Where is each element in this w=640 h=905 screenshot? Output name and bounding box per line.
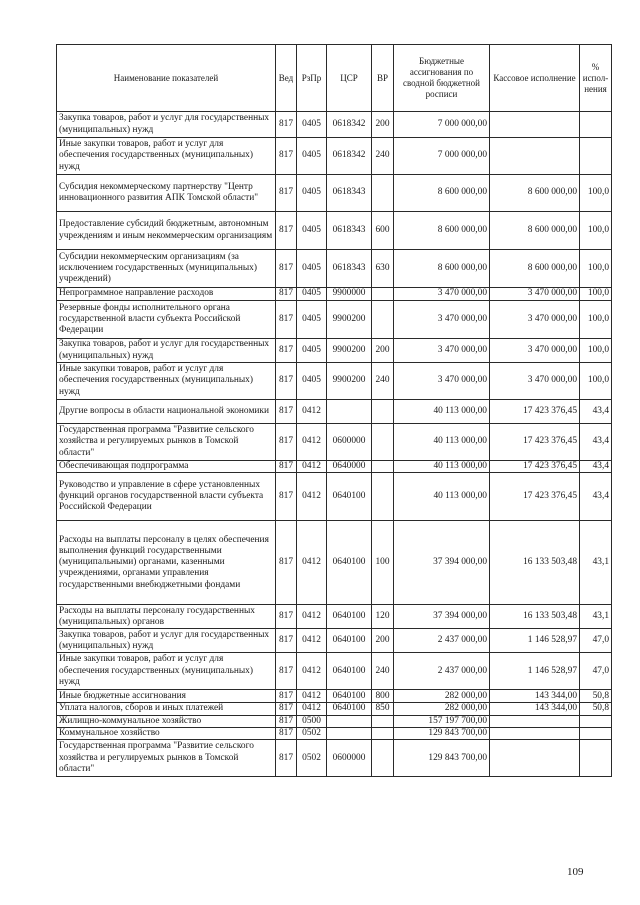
row-csr: 0618342 <box>327 138 372 175</box>
table-row <box>57 301 612 339</box>
row-budget: 40 113 000,00 <box>394 424 490 461</box>
row-budget: 8 600 000,00 <box>394 250 490 288</box>
row-rzpr: 0412 <box>297 653 327 690</box>
row-name: Субсидии некоммерческим организациям (за исключением государственных (муниципальных) учреждений) <box>57 250 276 288</box>
table-row <box>57 212 612 250</box>
row-rzpr: 0412 <box>297 605 327 629</box>
row-cash <box>490 727 580 739</box>
row-ved: 817 <box>276 740 297 777</box>
row-rzpr: 0412 <box>297 521 327 605</box>
row-budget: 129 843 700,00 <box>394 740 490 777</box>
row-name: Закупка товаров, работ и услуг для государственных (муниципальных) нужд <box>57 629 276 653</box>
row-cash: 8 600 000,00 <box>490 212 580 250</box>
row-pct <box>580 727 612 739</box>
row-rzpr: 0405 <box>297 138 327 175</box>
row-cash: 143 344,00 <box>490 703 580 715</box>
row-csr: 0640100 <box>327 690 372 703</box>
row-name: Субсидия некоммерческому партнерству "Центр инновационного развития АПК Томской области" <box>57 175 276 212</box>
row-cash: 8 600 000,00 <box>490 250 580 288</box>
row-pct: 43,4 <box>580 424 612 461</box>
row-ved: 817 <box>276 473 297 521</box>
row-pct: 100,0 <box>580 288 612 301</box>
header-name: Наименование показателей <box>57 45 276 112</box>
row-cash <box>490 112 580 138</box>
table-row <box>57 740 612 777</box>
row-cash: 3 470 000,00 <box>490 288 580 301</box>
row-name: Уплата налогов, сборов и иных платежей <box>57 703 276 715</box>
row-ved: 817 <box>276 690 297 703</box>
row-budget: 40 113 000,00 <box>394 473 490 521</box>
row-rzpr: 0405 <box>297 339 327 363</box>
row-vr: 850 <box>372 703 394 715</box>
row-csr <box>327 727 372 739</box>
row-name: Предоставление субсидий бюджетным, автономным учреждениям и иным некоммерческим организациям <box>57 212 276 250</box>
row-ved: 817 <box>276 521 297 605</box>
row-name: Резервные фонды исполнительного органа государственной власти субъекта Российской Федерации <box>57 301 276 339</box>
row-rzpr: 0412 <box>297 473 327 521</box>
row-vr: 120 <box>372 605 394 629</box>
row-rzpr: 0412 <box>297 461 327 473</box>
row-csr <box>327 400 372 424</box>
row-ved: 817 <box>276 363 297 400</box>
table-row <box>57 175 612 212</box>
row-pct: 50,8 <box>580 703 612 715</box>
row-pct: 47,0 <box>580 629 612 653</box>
row-csr: 0618343 <box>327 175 372 212</box>
row-budget: 3 470 000,00 <box>394 339 490 363</box>
table-row <box>57 461 612 473</box>
row-name: Иные закупки товаров, работ и услуг для обеспечения государственных (муниципальных) нужд <box>57 653 276 690</box>
table-row <box>57 629 612 653</box>
row-csr: 0618343 <box>327 212 372 250</box>
row-cash: 143 344,00 <box>490 690 580 703</box>
row-cash: 17 423 376,45 <box>490 424 580 461</box>
row-csr: 0640000 <box>327 461 372 473</box>
table-row <box>57 473 612 521</box>
page-number: 109 <box>567 866 584 878</box>
row-cash: 16 133 503,48 <box>490 521 580 605</box>
row-vr: 100 <box>372 521 394 605</box>
table-row <box>57 250 612 288</box>
row-pct: 50,8 <box>580 690 612 703</box>
row-rzpr: 0412 <box>297 629 327 653</box>
row-rzpr: 0405 <box>297 288 327 301</box>
table-row <box>57 138 612 175</box>
row-csr: 0640100 <box>327 629 372 653</box>
row-budget: 40 113 000,00 <box>394 400 490 424</box>
row-pct <box>580 112 612 138</box>
row-name: Иные бюджетные ассигнования <box>57 690 276 703</box>
row-vr <box>372 301 394 339</box>
row-vr: 200 <box>372 629 394 653</box>
row-vr: 600 <box>372 212 394 250</box>
row-ved: 817 <box>276 424 297 461</box>
row-pct: 43,4 <box>580 400 612 424</box>
row-cash <box>490 715 580 727</box>
row-name: Закупка товаров, работ и услуг для государственных (муниципальных) нужд <box>57 339 276 363</box>
row-name: Государственная программа "Развитие сельского хозяйства и регулируемых рынков в Томской области" <box>57 740 276 777</box>
row-vr <box>372 424 394 461</box>
row-cash: 3 470 000,00 <box>490 301 580 339</box>
row-name: Другие вопросы в области национальной экономики <box>57 400 276 424</box>
row-cash <box>490 138 580 175</box>
row-vr: 630 <box>372 250 394 288</box>
row-vr <box>372 740 394 777</box>
row-budget: 37 394 000,00 <box>394 521 490 605</box>
table-row <box>57 703 612 715</box>
row-budget: 3 470 000,00 <box>394 288 490 301</box>
row-csr: 0640100 <box>327 521 372 605</box>
row-cash: 16 133 503,48 <box>490 605 580 629</box>
row-ved: 817 <box>276 301 297 339</box>
row-rzpr: 0405 <box>297 363 327 400</box>
header-csr: ЦСР <box>327 45 372 112</box>
row-vr: 800 <box>372 690 394 703</box>
row-budget: 2 437 000,00 <box>394 653 490 690</box>
row-vr: 200 <box>372 112 394 138</box>
row-rzpr: 0412 <box>297 400 327 424</box>
row-rzpr: 0412 <box>297 690 327 703</box>
row-vr: 200 <box>372 339 394 363</box>
row-budget: 2 437 000,00 <box>394 629 490 653</box>
row-vr: 240 <box>372 138 394 175</box>
row-name: Иные закупки товаров, работ и услуг для обеспечения государственных (муниципальных) нужд <box>57 363 276 400</box>
row-cash: 3 470 000,00 <box>490 339 580 363</box>
row-pct: 43,1 <box>580 521 612 605</box>
row-csr: 9900000 <box>327 288 372 301</box>
row-cash: 1 146 528,97 <box>490 629 580 653</box>
row-name: Иные закупки товаров, работ и услуг для обеспечения государственных (муниципальных) нужд <box>57 138 276 175</box>
row-budget: 129 843 700,00 <box>394 727 490 739</box>
table-row <box>57 400 612 424</box>
row-vr <box>372 715 394 727</box>
row-csr: 0600000 <box>327 740 372 777</box>
header-ved: Вед <box>276 45 297 112</box>
row-rzpr: 0405 <box>297 250 327 288</box>
row-rzpr: 0405 <box>297 112 327 138</box>
row-cash: 3 470 000,00 <box>490 363 580 400</box>
table-row <box>57 112 612 138</box>
row-pct <box>580 740 612 777</box>
row-budget: 40 113 000,00 <box>394 461 490 473</box>
row-name: Расходы на выплаты персоналу в целях обеспечения выполнения функций государственными (муниципальными) органами, казенными учреждениями, органами управления государственными внебюджетными фондами <box>57 521 276 605</box>
row-ved: 817 <box>276 703 297 715</box>
row-ved: 817 <box>276 629 297 653</box>
row-cash <box>490 740 580 777</box>
row-pct: 100,0 <box>580 301 612 339</box>
row-csr: 0600000 <box>327 424 372 461</box>
row-ved: 817 <box>276 112 297 138</box>
row-ved: 817 <box>276 715 297 727</box>
table-row <box>57 727 612 739</box>
row-budget: 157 197 700,00 <box>394 715 490 727</box>
row-pct: 43,4 <box>580 473 612 521</box>
table-row <box>57 363 612 400</box>
row-vr: 240 <box>372 653 394 690</box>
table-row <box>57 339 612 363</box>
budget-execution-table <box>56 44 612 777</box>
row-pct: 43,1 <box>580 605 612 629</box>
row-name: Расходы на выплаты персоналу государственных (муниципальных) органов <box>57 605 276 629</box>
row-cash: 17 423 376,45 <box>490 461 580 473</box>
table-row <box>57 653 612 690</box>
row-vr <box>372 400 394 424</box>
row-ved: 817 <box>276 138 297 175</box>
row-pct: 100,0 <box>580 339 612 363</box>
table-row <box>57 605 612 629</box>
row-budget: 37 394 000,00 <box>394 605 490 629</box>
row-ved: 817 <box>276 339 297 363</box>
row-csr: 0618342 <box>327 112 372 138</box>
row-pct: 43,4 <box>580 461 612 473</box>
row-pct: 47,0 <box>580 653 612 690</box>
row-pct <box>580 715 612 727</box>
header-vr: ВР <box>372 45 394 112</box>
row-pct: 100,0 <box>580 363 612 400</box>
row-rzpr: 0502 <box>297 727 327 739</box>
table-row <box>57 288 612 301</box>
row-cash: 8 600 000,00 <box>490 175 580 212</box>
table-row <box>57 690 612 703</box>
row-cash: 1 146 528,97 <box>490 653 580 690</box>
header-budget: Бюджетные ассигнования по сводной бюджетной росписи <box>394 45 490 112</box>
row-ved: 817 <box>276 653 297 690</box>
row-name: Непрограммное направление расходов <box>57 288 276 301</box>
row-budget: 282 000,00 <box>394 703 490 715</box>
row-ved: 817 <box>276 461 297 473</box>
row-csr: 0640100 <box>327 653 372 690</box>
row-budget: 282 000,00 <box>394 690 490 703</box>
row-pct: 100,0 <box>580 212 612 250</box>
row-pct <box>580 138 612 175</box>
row-pct: 100,0 <box>580 175 612 212</box>
row-csr <box>327 715 372 727</box>
row-csr: 9900200 <box>327 363 372 400</box>
row-rzpr: 0405 <box>297 175 327 212</box>
row-rzpr: 0405 <box>297 212 327 250</box>
row-rzpr: 0502 <box>297 740 327 777</box>
row-csr: 0618343 <box>327 250 372 288</box>
row-name: Руководство и управление в сфере установленных функций органов государственной власти субъекта Российской Федерации <box>57 473 276 521</box>
row-name: Обеспечивающая подпрограмма <box>57 461 276 473</box>
header-row <box>57 45 612 112</box>
row-cash: 17 423 376,45 <box>490 400 580 424</box>
row-rzpr: 0405 <box>297 301 327 339</box>
row-name: Жилищно-коммунальное хозяйство <box>57 715 276 727</box>
row-name: Закупка товаров, работ и услуг для государственных (муниципальных) нужд <box>57 112 276 138</box>
row-ved: 817 <box>276 727 297 739</box>
row-csr: 0640100 <box>327 605 372 629</box>
row-cash: 17 423 376,45 <box>490 473 580 521</box>
header-cash: Кассовое исполнение <box>490 45 580 112</box>
row-budget: 8 600 000,00 <box>394 175 490 212</box>
row-budget: 3 470 000,00 <box>394 363 490 400</box>
row-ved: 817 <box>276 250 297 288</box>
row-vr: 240 <box>372 363 394 400</box>
row-rzpr: 0412 <box>297 424 327 461</box>
row-vr <box>372 175 394 212</box>
table-row <box>57 715 612 727</box>
row-rzpr: 0500 <box>297 715 327 727</box>
row-ved: 817 <box>276 175 297 212</box>
row-vr <box>372 461 394 473</box>
table-row <box>57 521 612 605</box>
row-ved: 817 <box>276 212 297 250</box>
row-name: Государственная программа "Развитие сельского хозяйства и регулируемых рынков в Томской области" <box>57 424 276 461</box>
row-csr: 9900200 <box>327 301 372 339</box>
row-budget: 8 600 000,00 <box>394 212 490 250</box>
row-budget: 7 000 000,00 <box>394 138 490 175</box>
row-pct: 100,0 <box>580 250 612 288</box>
row-vr <box>372 727 394 739</box>
row-ved: 817 <box>276 288 297 301</box>
table-row <box>57 424 612 461</box>
row-ved: 817 <box>276 400 297 424</box>
row-vr <box>372 473 394 521</box>
row-budget: 7 000 000,00 <box>394 112 490 138</box>
header-pct: % испол-нения <box>580 45 612 112</box>
row-name: Коммунальное хозяйство <box>57 727 276 739</box>
row-csr: 0640100 <box>327 703 372 715</box>
row-ved: 817 <box>276 605 297 629</box>
row-budget: 3 470 000,00 <box>394 301 490 339</box>
row-csr: 0640100 <box>327 473 372 521</box>
row-vr <box>372 288 394 301</box>
row-csr: 9900200 <box>327 339 372 363</box>
row-rzpr: 0412 <box>297 703 327 715</box>
header-rzpr: РзПр <box>297 45 327 112</box>
